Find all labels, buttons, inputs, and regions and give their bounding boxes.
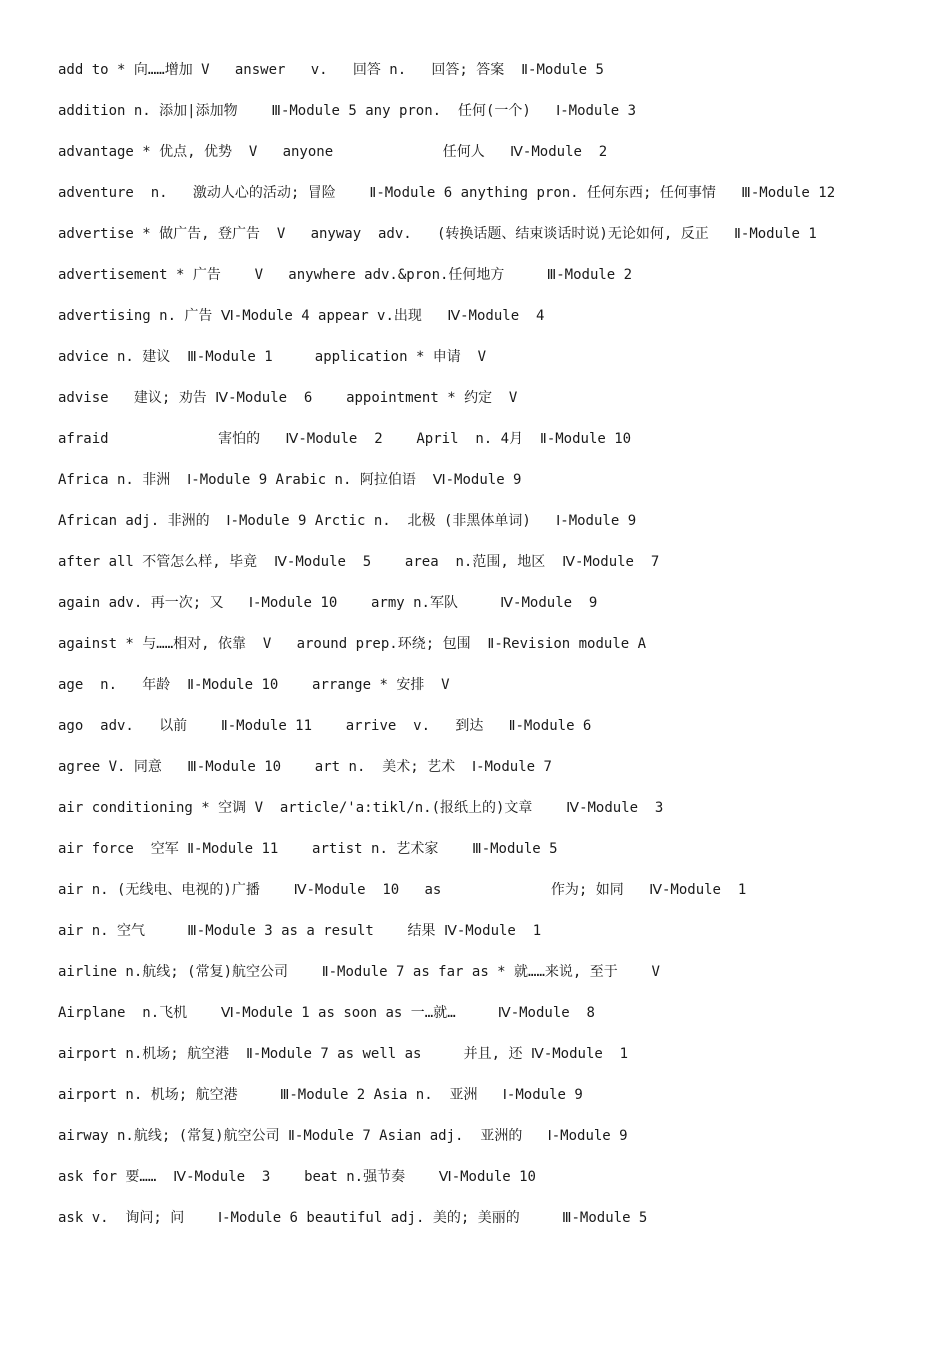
vocab-line: airway n.航线; (常复)航空公司 Ⅱ-Module 7 Asian adj. 亚洲的 Ⅰ-Module 9 xyxy=(58,1128,628,1144)
vocab-line: airline n.航线; (常复)航空公司 Ⅱ-Module 7 as far as * 就……来说, 至于 V xyxy=(58,964,660,980)
vocab-line: advantage * 优点, 优势 V anyone 任何人 Ⅳ-Module 2 xyxy=(58,144,608,160)
vocab-line: advertise * 做广告, 登广告 V anyway adv. (转换话题、结束谈话时说)无论如何, 反正 Ⅱ-Module 1 xyxy=(58,226,817,242)
vocab-line: advertising n. 广告 Ⅵ-Module 4 appear v.出现 Ⅳ-Module 4 xyxy=(58,308,545,324)
vocab-line: African adj. 非洲的 Ⅰ-Module 9 Arctic n. 北极 (非黑体单词) Ⅰ-Module 9 xyxy=(58,513,637,529)
vocab-line: again adv. 再一次; 又 Ⅰ-Module 10 army n.军队 Ⅳ-Module 9 xyxy=(58,595,598,611)
vocab-line: agree V. 同意 Ⅲ-Module 10 art n. 美术; 艺术 Ⅰ-Module 7 xyxy=(58,759,552,775)
vocab-line: air n. (无线电、电视的)广播 Ⅳ-Module 10 as 作为; 如同 Ⅳ-Module 1 xyxy=(58,882,747,898)
vocab-line: air n. 空气 Ⅲ-Module 3 as a result 结果 Ⅳ-Module 1 xyxy=(58,923,542,939)
vocab-line: advice n. 建议 Ⅲ-Module 1 application * 申请 V xyxy=(58,349,487,365)
vocab-line: age n. 年龄 Ⅱ-Module 10 arrange * 安排 V xyxy=(58,677,450,693)
vocab-line: Airplane n.飞机 Ⅵ-Module 1 as soon as 一…就… Ⅳ-Module 8 xyxy=(58,1005,595,1021)
vocab-line: advertisement * 广告 V anywhere adv.&pron.任何地方 Ⅲ-Module 2 xyxy=(58,267,633,283)
vocab-line: advise 建议; 劝告 Ⅳ-Module 6 appointment * 约定 V xyxy=(58,390,518,406)
vocab-line: against * 与……相对, 依靠 V around prep.环绕; 包围 Ⅱ-Revision module A xyxy=(58,636,647,652)
vocab-line: airport n.机场; 航空港 Ⅱ-Module 7 as well as 并且, 还 Ⅳ-Module 1 xyxy=(58,1046,629,1062)
vocab-line: afraid 害怕的 Ⅳ-Module 2 April n. 4月 Ⅱ-Module 10 xyxy=(58,431,632,447)
vocab-line: addition n. 添加|添加物 Ⅲ-Module 5 any pron. 任何(一个) Ⅰ-Module 3 xyxy=(58,103,637,119)
vocab-line: ask for 要…… Ⅳ-Module 3 beat n.强节奏 Ⅵ-Module 10 xyxy=(58,1169,536,1185)
vocabulary-list xyxy=(58,58,898,1247)
vocab-line: air force 空军 Ⅱ-Module 11 artist n. 艺术家 Ⅲ-Module 5 xyxy=(58,841,558,857)
vocab-line: ask v. 询问; 问 Ⅰ-Module 6 beautiful adj. 美的; 美丽的 Ⅲ-Module 5 xyxy=(58,1210,648,1226)
vocab-line: ago adv. 以前 Ⅱ-Module 11 arrive v. 到达 Ⅱ-Module 6 xyxy=(58,718,592,734)
vocab-line: after all 不管怎么样, 毕竟 Ⅳ-Module 5 area n.范围, 地区 Ⅳ-Module 7 xyxy=(58,554,660,570)
vocab-line: Africa n. 非洲 Ⅰ-Module 9 Arabic n. 阿拉伯语 Ⅵ-Module 9 xyxy=(58,472,522,488)
vocab-line: adventure n. 激动人心的活动; 冒险 Ⅱ-Module 6 anything pron. 任何东西; 任何事情 Ⅲ-Module 12 xyxy=(58,185,836,201)
vocab-line: air conditioning * 空调 V article/'a:tikl/n.(报纸上的)文章 Ⅳ-Module 3 xyxy=(58,800,664,816)
vocab-line: add to * 向……增加 V answer v. 回答 n. 回答; 答案 Ⅱ-Module 5 xyxy=(58,62,604,78)
vocab-line: airport n. 机场; 航空港 Ⅲ-Module 2 Asia n. 亚洲 Ⅰ-Module 9 xyxy=(58,1087,583,1103)
